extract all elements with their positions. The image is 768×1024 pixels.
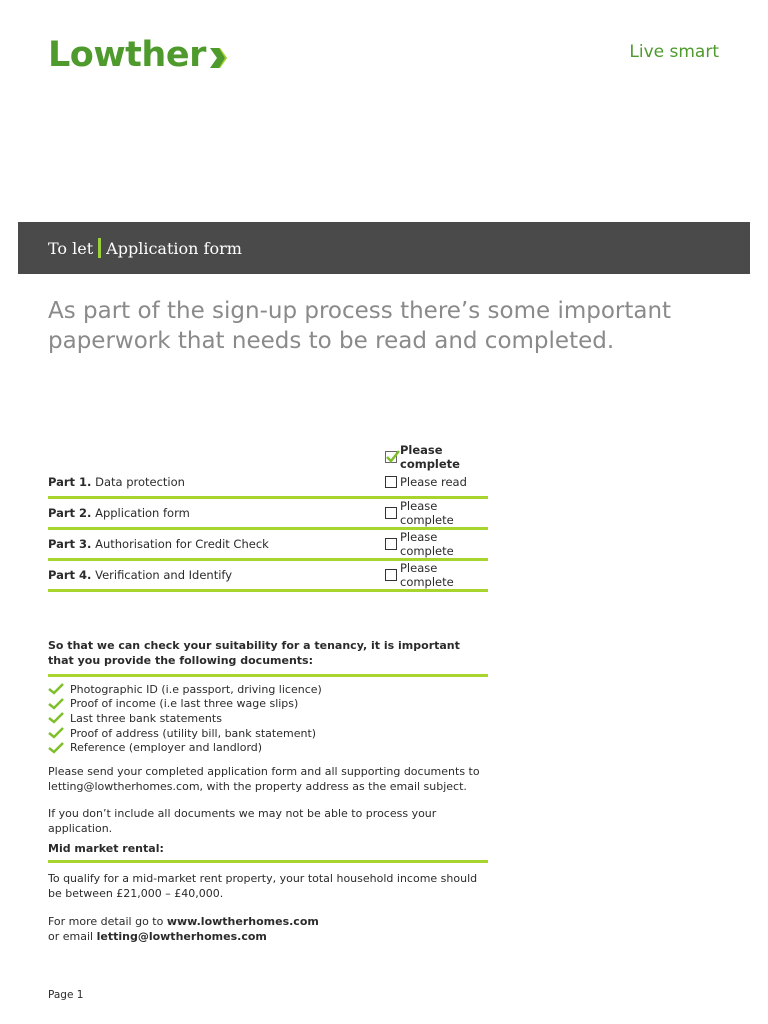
checkbox-part-1[interactable]: [385, 476, 397, 488]
document-label: Photographic ID (i.e passport, driving licence): [70, 682, 322, 696]
list-item: [48, 711, 488, 726]
documents-heading: So that we can check your suitability for a tenancy, it is important that you provide the following documents:: [48, 638, 488, 677]
list-item: [48, 726, 488, 741]
part-label: Authorisation for Credit Check: [95, 537, 269, 551]
part-label: Application form: [95, 506, 190, 520]
checkbox-part-4[interactable]: [385, 569, 397, 581]
check-icon: [385, 449, 401, 465]
lowther-logo: [48, 35, 228, 75]
document-label: Last three bank statements: [70, 711, 222, 725]
chevron-right-icon: [208, 46, 228, 70]
check-icon: [48, 742, 64, 754]
email-prefix: or email: [48, 930, 97, 943]
more-detail: [48, 914, 488, 944]
part-number: Part 4.: [48, 568, 92, 582]
intro-text: As part of the sign-up process there’s some important paperwork that needs to be read and completed.: [48, 298, 672, 354]
checklist-row-part-1: [48, 468, 488, 499]
part-number: Part 3.: [48, 537, 92, 551]
page-number: Page 1: [48, 989, 84, 1001]
parts-checklist: [48, 443, 488, 592]
list-item: [48, 740, 488, 755]
status-label: Please complete: [400, 499, 454, 527]
checklist-row-part-4: [48, 561, 488, 592]
checklist-row-part-2: [48, 499, 488, 530]
check-icon: [48, 683, 64, 695]
banner-left: To let: [48, 238, 94, 258]
document-label: Proof of address (utility bill, bank statement): [70, 726, 317, 740]
checklist-header: [48, 443, 488, 471]
check-icon: [48, 698, 64, 710]
missing-documents-warning: If you don’t include all documents we may not be able to process your application.: [48, 807, 437, 835]
checkbox-part-2[interactable]: [385, 507, 397, 519]
checked-checkbox[interactable]: [385, 451, 397, 463]
status-label: Please complete: [400, 561, 454, 589]
status-label: Please read: [400, 475, 467, 489]
documents-list: [48, 682, 488, 755]
banner-separator: [98, 238, 101, 258]
part-number: Part 2.: [48, 506, 92, 520]
check-icon: [48, 727, 64, 739]
title-banner: [18, 222, 750, 274]
list-item: [48, 697, 488, 712]
status-label: Please complete: [400, 530, 454, 558]
logo-text: Lowther: [48, 35, 206, 75]
detail-prefix: For more detail go to: [48, 915, 167, 928]
part-label: Data protection: [95, 475, 185, 489]
document-label: Reference (employer and landlord): [70, 741, 263, 755]
checklist-row-part-3: [48, 530, 488, 561]
part-number: Part 1.: [48, 475, 92, 489]
checkbox-part-3[interactable]: [385, 538, 397, 550]
part-label: Verification and Identify: [95, 568, 233, 582]
checklist-header-label: Please complete: [400, 443, 460, 471]
mid-market-text: To qualify for a mid-market rent property, your total household income should be between £21,000 – £40,000.: [48, 872, 478, 900]
email-link[interactable]: letting@lowtherhomes.com: [96, 930, 267, 943]
list-item: [48, 682, 488, 697]
banner-right: Application form: [106, 238, 242, 258]
check-icon: [48, 712, 64, 724]
website-link[interactable]: www.lowtherhomes.com: [166, 915, 319, 928]
document-label: Proof of income (i.e last three wage slips): [70, 697, 299, 711]
tagline: Live smart: [629, 42, 719, 62]
send-instructions: Please send your completed application form and all supporting documents to letting@lowtherhomes.com, with the property address as the email subject.: [48, 765, 480, 793]
mid-market-heading: Mid market rental:: [48, 842, 488, 863]
